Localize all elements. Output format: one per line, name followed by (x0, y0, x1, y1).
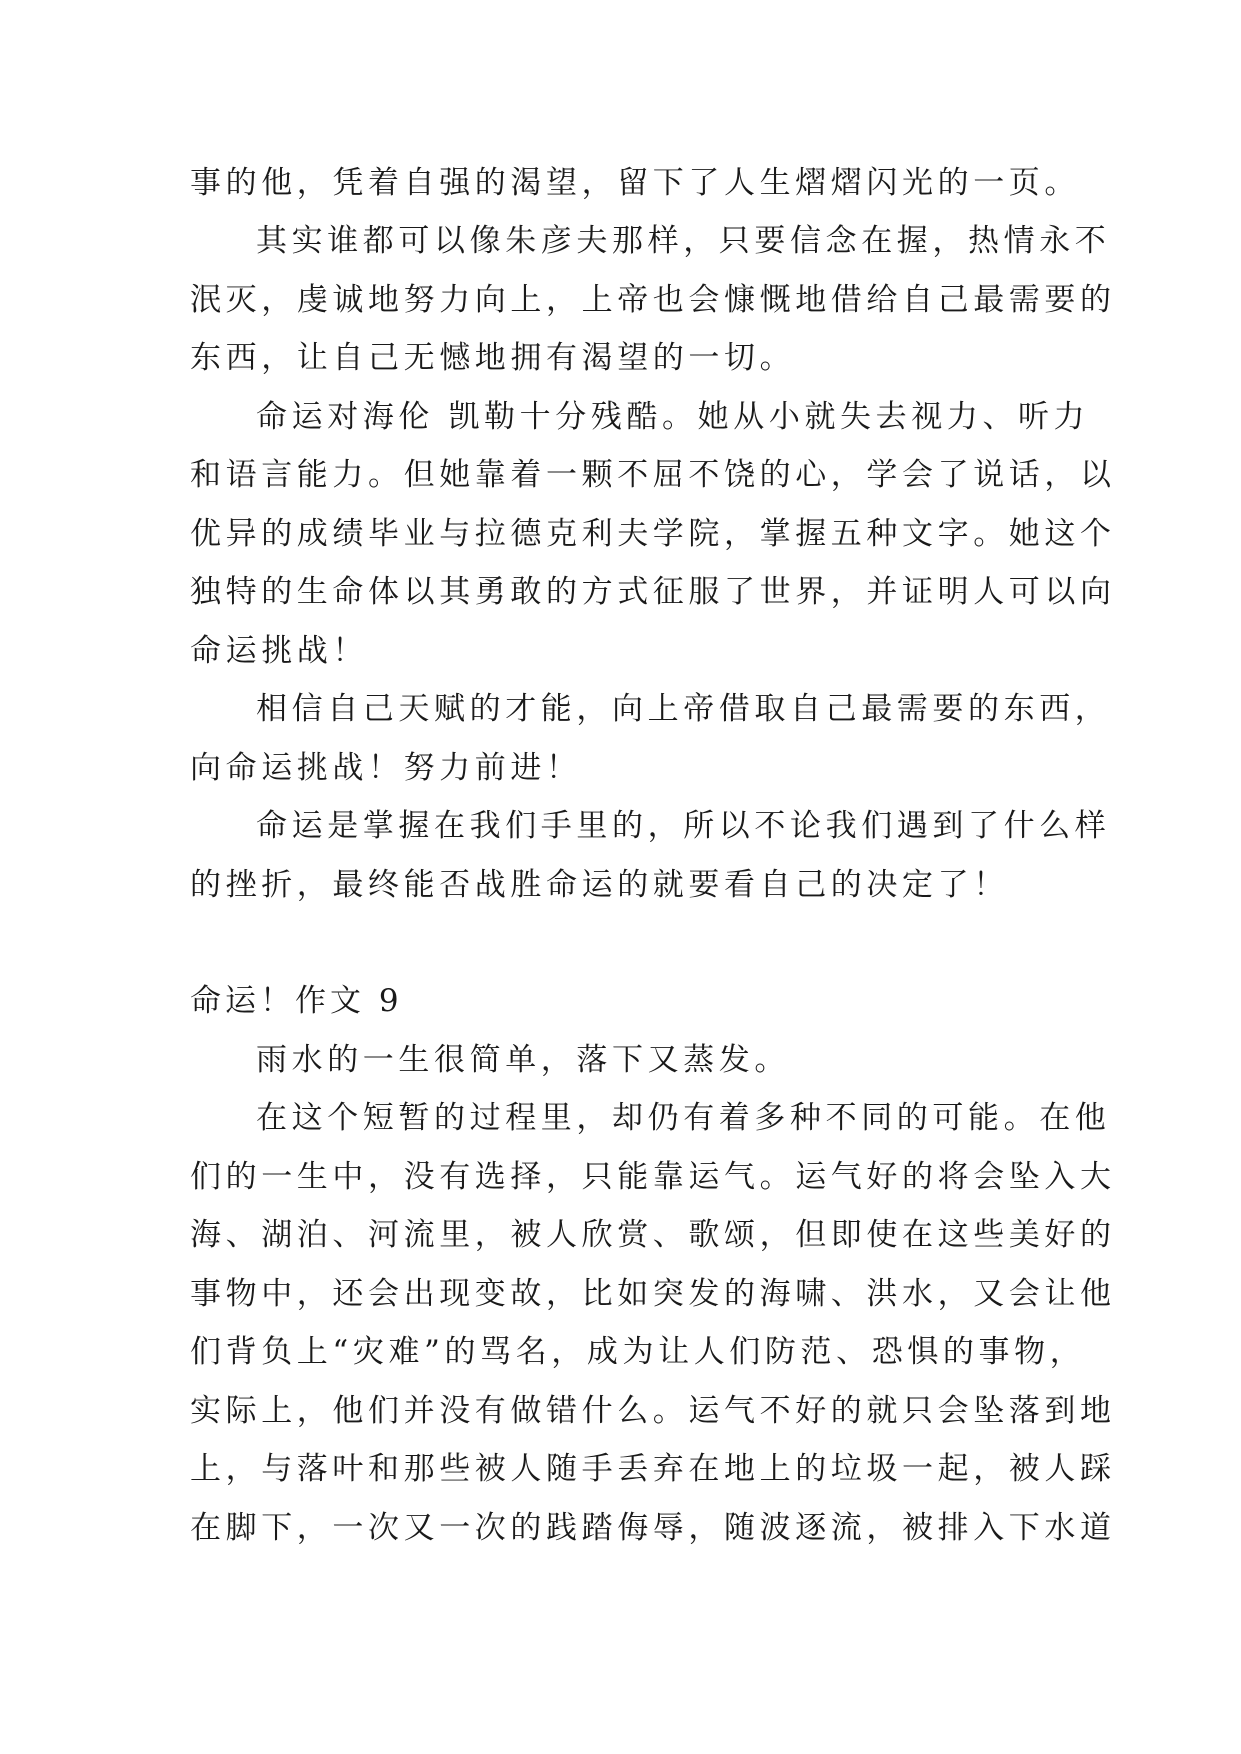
paragraph-line: 向命运挑战！努力前进！ (190, 750, 582, 786)
paragraph-line: 事的他，凭着自强的渴望，留下了人生熠熠闪光的一页。 (190, 165, 1080, 201)
paragraph-line: 东西，让自己无憾地拥有渴望的一切。 (190, 340, 796, 376)
paragraph-line: 命运挑战！ (190, 633, 368, 669)
paragraph-line: 们的一生中，没有选择，只能靠运气。运气好的将会坠入大 (190, 1159, 1116, 1195)
paragraph-line: 命运对海伦 凯勒十分残酷。她从小就失去视力、听力 (256, 399, 1090, 435)
paragraph-line: 泯灭，虔诚地努力向上，上帝也会慷慨地借给自己最需要的 (190, 282, 1116, 318)
paragraph-line: 独特的生命体以其勇敢的方式征服了世界，并证明人可以向 (190, 574, 1116, 610)
paragraph-line: 事物中，还会出现变故，比如突发的海啸、洪水，又会让他 (190, 1276, 1116, 1312)
paragraph-line: 和语言能力。但她靠着一颗不屈不饶的心，学会了说话，以 (190, 457, 1116, 493)
paragraph-line: 在脚下，一次又一次的践踏侮辱，随波逐流，被排入下水道 (190, 1510, 1116, 1546)
section-title: 命运！作文 9 (190, 983, 403, 1019)
paragraph-line: 相信自己天赋的才能，向上帝借取自己最需要的东西， (256, 691, 1111, 727)
paragraph-line: 其实谁都可以像朱彦夫那样，只要信念在握，热情永不 (256, 223, 1111, 259)
paragraph-line: 实际上，他们并没有做错什么。运气不好的就只会坠落到地 (190, 1393, 1116, 1429)
paragraph-line: 上，与落叶和那些被人随手丢弃在地上的垃圾一起，被人踩 (190, 1451, 1116, 1487)
paragraph-line: 命运是掌握在我们手里的，所以不论我们遇到了什么样 (256, 808, 1111, 844)
paragraph-line: 在这个短暂的过程里，却仍有着多种不同的可能。在他 (256, 1100, 1111, 1136)
paragraph-line: 优异的成绩毕业与拉德克利夫学院，掌握五种文字。她这个 (190, 516, 1116, 552)
paragraph-line: 们背负上“灾难”的骂名，成为让人们防范、恐惧的事物， (190, 1334, 1086, 1370)
paragraph-line: 的挫折，最终能否战胜命运的就要看自己的决定了！ (190, 867, 1009, 903)
paragraph-line: 雨水的一生很简单，落下又蒸发。 (256, 1042, 790, 1078)
paragraph-line: 海、湖泊、河流里，被人欣赏、歌颂，但即使在这些美好的 (190, 1217, 1116, 1253)
